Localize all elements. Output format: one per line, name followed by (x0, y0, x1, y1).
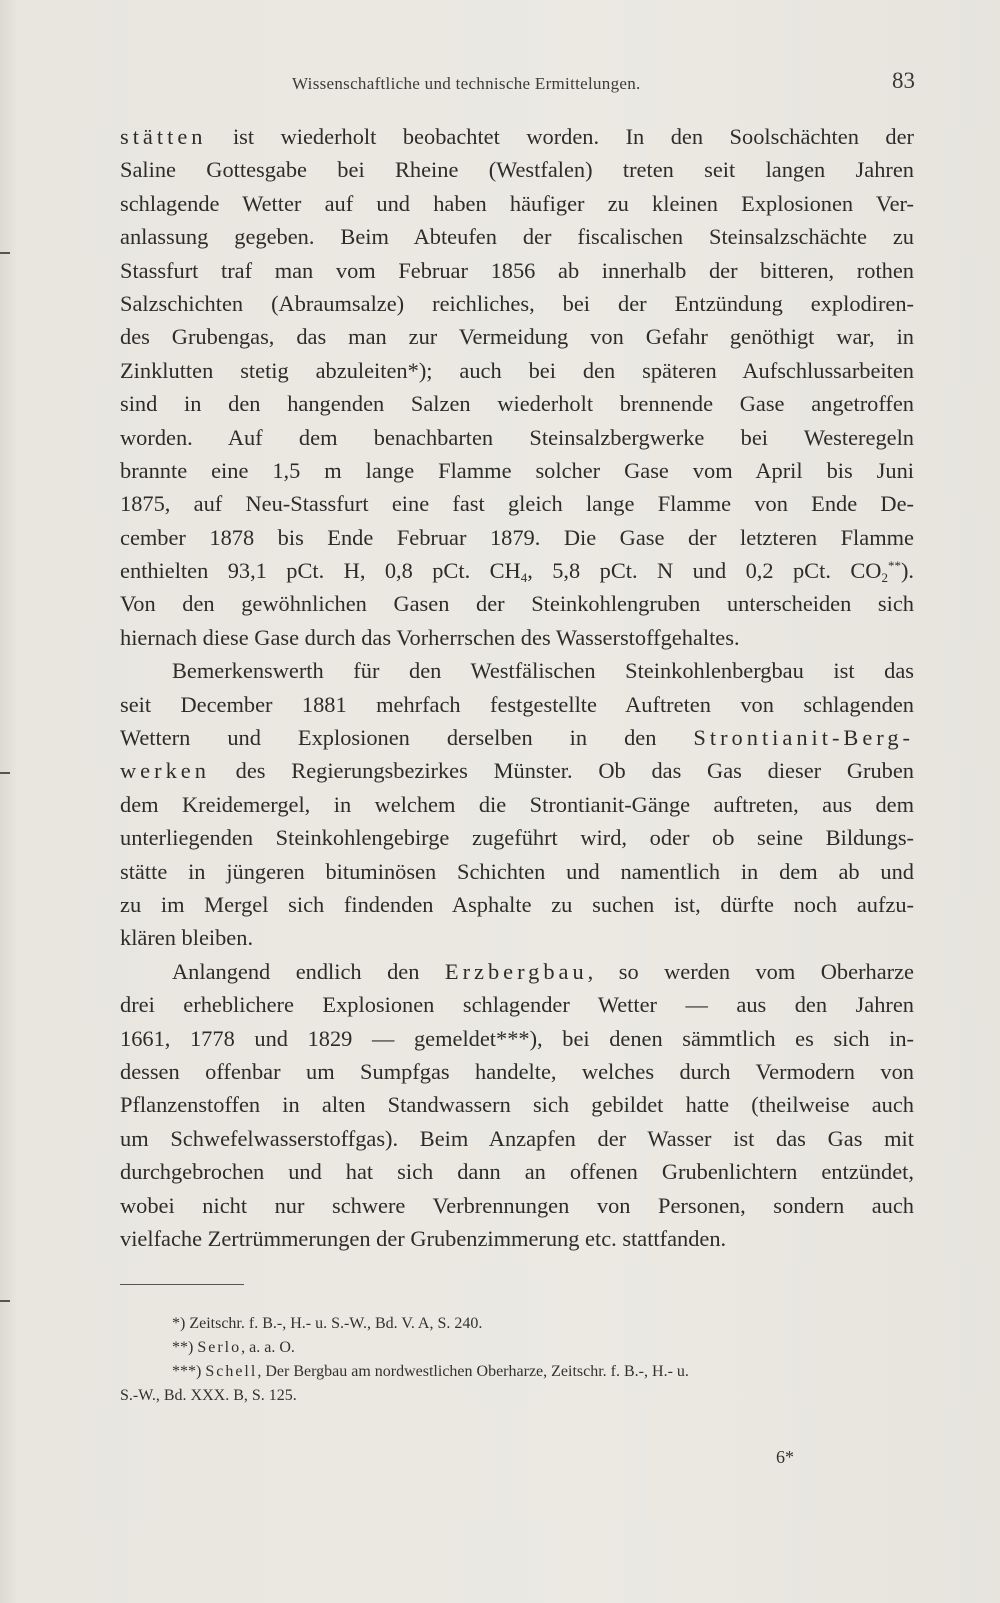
text-run: Serlo (197, 1339, 242, 1356)
text-line-content (120, 1055, 914, 1088)
text-line-content (120, 788, 914, 821)
text-line (120, 1189, 914, 1222)
text-line-content (120, 855, 914, 888)
text-run: vielfache Zertrümmerungen der Grubenzimmerung etc. stattfanden. (120, 1225, 727, 1251)
text-run: Pflanzenstoffen in alten Standwassern sich gebildet hatte (theilweise auch (120, 1092, 914, 1118)
text-run: schlagende Wetter auf und haben häufiger zu kleinen Explosionen Ver- (120, 190, 914, 216)
text-run: Erzbergbau (444, 958, 588, 984)
text-run: Zinklutten stetig abzuleiten*); auch bei den späteren Aufschlussarbeiten (120, 357, 914, 383)
text-line (120, 688, 914, 721)
text-run: **) (172, 1339, 198, 1356)
text-run: seit December 1881 mehrfach festgestellte Auftreten von schlagenden (120, 691, 914, 717)
text-run: anlassung gegeben. Beim Abteufen der fiscalischen Steinsalzschächte zu (120, 224, 914, 250)
page-header (120, 68, 920, 98)
text-run: Salzschichten (Abraumsalze) reichliches, bei der Entzündung explodiren- (120, 290, 914, 316)
text-line (120, 220, 914, 253)
text-line-content (120, 354, 914, 387)
text-line-content (120, 187, 914, 220)
text-line (120, 821, 914, 854)
text-line (120, 153, 914, 186)
text-line-content (120, 821, 914, 854)
page-number: 83 (892, 68, 915, 93)
text-line-content (172, 955, 914, 988)
text-run: enthielten 93,1 pCt. H, 0,8 pCt. CH (120, 558, 521, 584)
text-line-content (120, 220, 914, 253)
text-line-content (120, 921, 253, 954)
text-line (120, 621, 914, 654)
text-run: um Schwefelwasserstoffgas). Beim Anzapfen der Wasser ist das Gas mit (120, 1125, 914, 1151)
text-run: Von den gewöhnlichen Gasen der Steinkohlengruben unterscheiden sich (120, 591, 914, 617)
text-line (120, 1088, 914, 1121)
text-run: 1661, 1778 und 1829 — gemeldet***), bei denen sämmtlich es sich in- (120, 1025, 914, 1051)
text-run: hiernach diese Gase durch das Vorherrschen des Wasserstoffgehaltes. (120, 624, 740, 650)
text-run: dessen offenbar um Sumpfgas handelte, welches durch Vermodern von (120, 1058, 914, 1084)
text-line (120, 120, 914, 153)
text-line-content (120, 1088, 914, 1121)
text-line (120, 287, 914, 320)
text-line (120, 587, 914, 620)
text-run: werken (120, 758, 210, 784)
text-line-content (120, 287, 914, 320)
text-line-content (120, 754, 914, 787)
text-line (120, 521, 914, 554)
footnote-line (120, 1336, 920, 1360)
footnote-line (120, 1384, 920, 1408)
footnotes (120, 1312, 920, 1408)
text-run: klären bleiben. (120, 925, 254, 951)
text-line (120, 254, 914, 287)
text-line-content (120, 487, 914, 520)
text-run: worden. Auf dem benachbarten Steinsalzbergwerke bei Westeregeln (120, 424, 914, 450)
text-line (120, 654, 914, 687)
footnote-line-content (172, 1339, 295, 1356)
text-line-content (120, 1122, 914, 1155)
text-run: Bemerkenswerth für den Westfälischen Steinkohlenbergbau ist das (172, 658, 914, 684)
text-run: wobei nicht nur schwere Verbrennungen von Personen, sondern auch (120, 1192, 914, 1218)
text-run: unterliegenden Steinkohlengebirge zugeführt wird, oder ob seine Bildungs- (120, 825, 914, 851)
footnote-line (120, 1312, 920, 1336)
text-line (120, 721, 914, 754)
text-run: Stassfurt traf man vom Februar 1856 ab innerhalb der bitteren, rothen (120, 257, 914, 283)
text-line (120, 1222, 914, 1255)
text-line (120, 921, 914, 954)
footnote-line-content (120, 1387, 297, 1404)
footnote-rule (120, 1284, 244, 1285)
text-line (120, 187, 914, 220)
text-run: , 5,8 pCt. N und 0,2 pCt. CO (527, 558, 882, 584)
text-line (120, 754, 914, 787)
text-run: ist wiederholt beobachtet worden. In den Soolschächten der (206, 124, 914, 149)
text-run: zu im Mergel sich findenden Asphalte zu suchen ist, dürfte noch aufzu- (120, 891, 914, 917)
text-run: Saline Gottesgabe bei Rheine (Westfalen) treten seit langen Jahren (120, 157, 914, 183)
text-run: Wettern und Explosionen derselben in den (120, 725, 694, 751)
text-line (120, 855, 914, 888)
text-line-content (120, 1189, 914, 1222)
text-run: *) Zeitschr. f. B.-, H.- u. S.-W., Bd. V. A, S. 240. (172, 1315, 483, 1332)
text-run: des Grubengas, das man zur Vermeidung von Gefahr genöthigt war, in (120, 324, 914, 350)
text-line-content (120, 153, 914, 186)
text-run: ** (887, 558, 901, 574)
page-edge-mark (0, 772, 10, 774)
text-run: 1875, auf Neu-Stassfurt eine fast gleich lange Flamme von Ende De- (120, 491, 914, 517)
text-run: stätte in jüngeren bituminösen Schichten und namentlich in dem ab und (120, 858, 914, 884)
text-line (120, 1055, 914, 1088)
text-run: 2 (881, 570, 888, 586)
text-line (120, 354, 914, 387)
text-line-content (172, 654, 914, 687)
footnote-line-content (172, 1315, 482, 1332)
text-line-content (120, 988, 914, 1021)
text-line-content (120, 454, 914, 487)
text-run: sind in den hangenden Salzen wiederholt brennende Gase angetroffen (120, 391, 914, 417)
text-run: ). (900, 558, 915, 584)
text-run: dem Kreidemergel, in welchem die Strontianit-Gänge auftreten, aus dem (120, 791, 914, 817)
text-run: 4 (520, 570, 528, 586)
text-run: durchgebrochen und hat sich dann an offenen Grubenlichtern entzündet, (120, 1159, 914, 1185)
running-head: Wissenschaftliche und technische Ermittelungen. (292, 74, 641, 93)
text-line-content (120, 421, 914, 454)
signature-mark: 6* (776, 1447, 794, 1467)
text-line (120, 320, 914, 353)
text-line-content (120, 888, 914, 921)
footnote-line (120, 1360, 920, 1384)
text-line (120, 387, 914, 420)
text-line (120, 955, 914, 988)
text-line-content (120, 688, 914, 721)
text-line-content (120, 521, 914, 554)
text-run: Strontianit-Berg- (693, 725, 914, 751)
text-line (120, 554, 914, 587)
text-line-content (120, 721, 914, 754)
text-line-content (120, 1022, 914, 1055)
text-line (120, 487, 914, 520)
page-edge-mark (0, 252, 10, 254)
text-run: stätten (120, 124, 207, 149)
text-line (120, 888, 914, 921)
text-run: Anlangend endlich den (172, 958, 445, 984)
text-run: des Regierungsbezirkes Münster. Ob das Gas dieser Gruben (209, 758, 914, 784)
text-run: , a. a. O. (241, 1339, 295, 1356)
text-line-content (120, 320, 914, 353)
text-run: ***) (172, 1363, 206, 1380)
text-line-content (120, 387, 914, 420)
text-run: Schell (205, 1363, 258, 1380)
page-edge-mark (0, 1300, 10, 1302)
text-run: drei erheblichere Explosionen schlagender Wetter — aus den Jahren (120, 992, 914, 1018)
text-line (120, 1155, 914, 1188)
text-run: brannte eine 1,5 m lange Flamme solcher Gase vom April bis Juni (120, 457, 914, 483)
text-run: , so werden vom Oberharze (587, 958, 914, 984)
text-line (120, 1122, 914, 1155)
text-line-content (120, 254, 914, 287)
text-run: cember 1878 bis Ende Februar 1879. Die Gase der letzteren Flamme (120, 524, 914, 550)
footnote-line-content (172, 1363, 689, 1380)
text-line-content (120, 554, 914, 587)
text-line-content (120, 1222, 726, 1255)
text-run: , Der Bergbau am nordwestlichen Oberharze, Zeitschr. f. B.-, H.- u. (257, 1363, 689, 1380)
text-line-content (120, 1155, 914, 1188)
text-line-content (120, 587, 914, 620)
text-line (120, 788, 914, 821)
body-text (120, 120, 914, 1255)
text-line-content (120, 621, 740, 654)
text-line (120, 988, 914, 1021)
text-line (120, 1022, 914, 1055)
text-line-content (120, 120, 914, 153)
text-line (120, 454, 914, 487)
text-line (120, 421, 914, 454)
text-run: S.-W., Bd. XXX. B, S. 125. (120, 1387, 297, 1404)
